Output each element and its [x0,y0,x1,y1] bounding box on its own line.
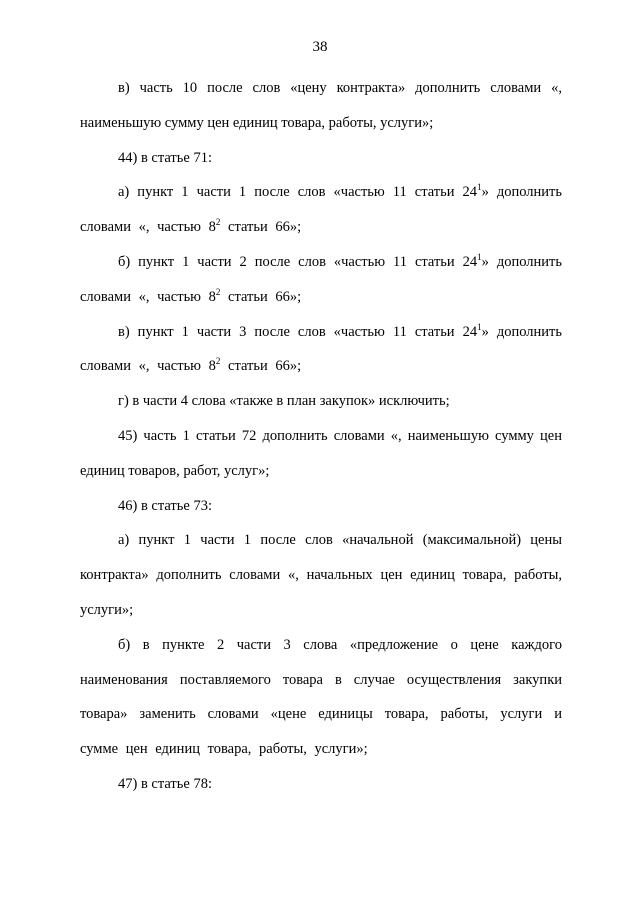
text-run: статьи 66»; [220,219,302,236]
superscript: 2 [215,286,221,297]
paragraph-item-44-g [80,384,562,419]
superscript: 1 [477,321,482,332]
paragraph-item-45 [80,419,562,489]
text-run: а) пункт 1 части 1 после слов «начальной (максимальной) цены контракта» дополнить словами «, начальных цен единиц товара, работы, услуги»; [80,532,562,618]
paragraph-item-44 [80,141,562,176]
text-run: » дополнить словами «, частью 8 [80,253,562,305]
paragraph-item-46 [80,489,562,524]
text-run: 45) часть 1 статьи 72 дополнить словами «, наименьшую сумму цен единиц товаров, работ, услуг»; [80,427,562,479]
text-run: 44) в статье 71: [118,149,212,166]
text-run: 46) в статье 73: [118,497,212,514]
text-run: 47) в статье 78: [118,775,212,792]
text-run: » дополнить словами «, частью 8 [80,184,563,236]
paragraph-item-47 [80,767,562,802]
text-run: в) пункт 1 части 3 после слов «частью 11 статьи 24 [118,323,478,340]
page-number: 38 [312,39,328,55]
paragraph-item-46-a [80,523,562,627]
text-run: г) в части 4 слова «также в план закупок» исключить; [118,393,450,410]
text-run: статьи 66»; [220,288,302,305]
text-run: статьи 66»; [220,358,302,375]
paragraph-item-46-b [80,628,562,767]
superscript: 2 [215,217,221,228]
superscript: 1 [477,251,482,262]
paragraph-item-44-a [80,175,562,245]
text-run: в) часть 10 после слов «цену контракта» дополнить словами «, наименьшую сумму цен единиц товара, работы, услуги»; [80,80,562,131]
paragraph-article-72-part-10 [80,71,562,141]
text-run: б) пункт 1 части 2 после слов «частью 11 статьи 24 [118,253,478,270]
document-body [80,71,562,802]
text-run: б) в пункте 2 части 3 слова «предложение о цене каждого наименования поставляемого товара в случае осуществления закупки товара» заменить словами «цене единицы товара, работы, услуги и сумме цен единиц товара, работы, услуги»; [80,636,562,758]
superscript: 1 [477,182,482,193]
text-run: а) пункт 1 части 1 после слов «частью 11 статьи 24 [118,184,478,201]
paragraph-item-44-v [80,315,562,385]
text-run: » дополнить словами «, частью 8 [80,323,562,375]
superscript: 2 [215,356,221,367]
paragraph-item-44-b [80,245,562,315]
